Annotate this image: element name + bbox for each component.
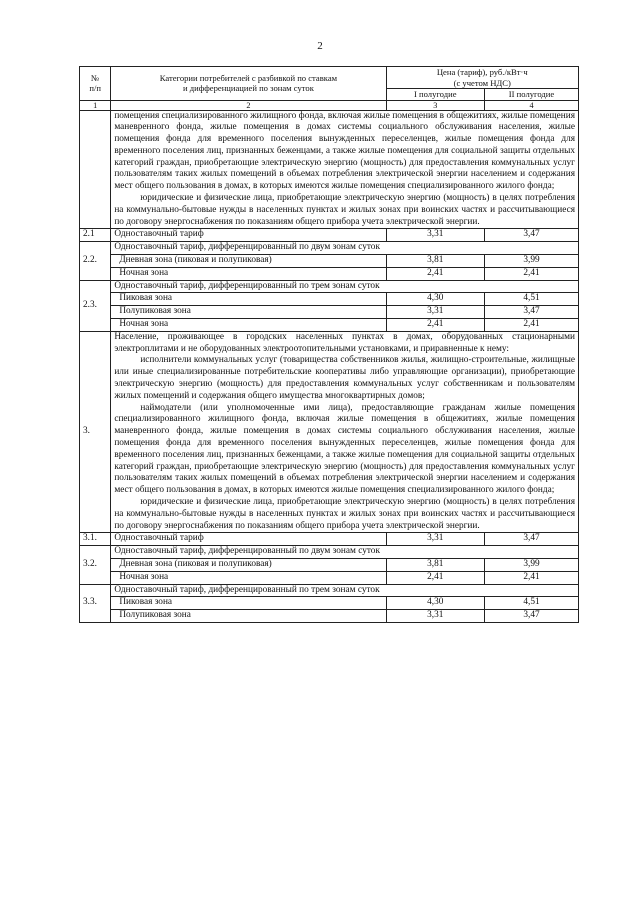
col-num: 4 bbox=[484, 100, 578, 110]
paragraph: помещения специализированного жилищного фонда, включая жилые помещения в общежитиях, жилые помещения маневренного фонда, жилые помещения в домах системы социального обслуживания населения, жилые помещения фонда для временного поселения вынужденных переселенцев, жилые помещения фонда для временного поселения лиц, признанных беженцами, а также жилые помещения для социальной защиты отдельных категорий граждан, приобретающие электрическую энергию (мощность) для предоставления коммунальных услуг пользователям таких жилых помещений в объемах потребления электрической энергии населением и содержания мест общего пользования в домах, в которых имеются жилые помещения специализированного жилого фонда; bbox=[114, 110, 575, 192]
row-number: 2.1 bbox=[80, 229, 111, 242]
subheading: Одноставочный тариф, дифференцированный по двум зонам суток bbox=[111, 242, 579, 255]
row-label: Ночная зона bbox=[111, 267, 386, 280]
price-half1: 2,41 bbox=[386, 267, 484, 280]
price-half1: 4,30 bbox=[386, 597, 484, 610]
row-number: 3.2. bbox=[80, 546, 111, 584]
price-half1: 3,31 bbox=[386, 306, 484, 319]
section3-text bbox=[111, 331, 579, 533]
price-half2: 2,41 bbox=[484, 267, 578, 280]
price-half2: 3,47 bbox=[484, 229, 578, 242]
paragraph: исполнители коммунальных услуг (товарищества собственников жилья, жилищно-строительные, жилищные или иные специализированные потребительские кооперативы либо управляющие организации), приобретающие электрическую энергию (мощность) для предоставления коммунальных услуг собственникам и пользователям жилых помещений и содержания общего имущества многоквартирных домов; bbox=[114, 355, 575, 401]
paragraph: Население, проживающее в городских населенных пунктах в домах, оборудованных стационарными электроплитами и не оборудованных электроотопительными установками, и приравненные к нему: bbox=[114, 331, 575, 354]
paragraph: юридические и физические лица, приобретающие электрическую энергию (мощность) в целях потребления на коммунально-бытовые нужды в населенных пунктах и жилых зонах при воинских частях и рассчитывающиеся по договору энергоснабжения по показаниям общего прибора учета электрической энергии. bbox=[114, 193, 575, 227]
price-half1: 3,31 bbox=[386, 610, 484, 623]
subheading: Одноставочный тариф, дифференцированный по двум зонам суток bbox=[111, 546, 579, 559]
col-num: 1 bbox=[80, 100, 111, 110]
row-number: 3.3. bbox=[80, 584, 111, 622]
row-label: Полупиковая зона bbox=[111, 610, 386, 623]
price-half2: 3,47 bbox=[484, 610, 578, 623]
price-half1: 3,31 bbox=[386, 229, 484, 242]
price-half1: 2,41 bbox=[386, 319, 484, 332]
price-half2: 3,47 bbox=[484, 306, 578, 319]
row-number: 3.1. bbox=[80, 533, 111, 546]
header-half1: I полугодие bbox=[386, 89, 484, 101]
row-label: Пиковая зона bbox=[111, 293, 386, 306]
col-num: 2 bbox=[111, 100, 386, 110]
row-label: Полупиковая зона bbox=[111, 306, 386, 319]
section2-continued-no bbox=[80, 110, 111, 229]
row-label: Ночная зона bbox=[111, 319, 386, 332]
row-label: Дневная зона (пиковая и полупиковая) bbox=[111, 255, 386, 268]
section2-continued-text bbox=[111, 110, 579, 229]
row-label: Ночная зона bbox=[111, 571, 386, 584]
row-label: Одноставочный тариф bbox=[111, 533, 386, 546]
price-half2: 4,51 bbox=[484, 293, 578, 306]
price-half1: 4,30 bbox=[386, 293, 484, 306]
price-half1: 3,81 bbox=[386, 255, 484, 268]
row-label: Одноставочный тариф bbox=[111, 229, 386, 242]
page-number: 2 bbox=[317, 40, 323, 52]
subheading: Одноставочный тариф, дифференцированный по трем зонам суток bbox=[111, 280, 579, 293]
price-half1: 3,81 bbox=[386, 558, 484, 571]
price-half2: 2,41 bbox=[484, 319, 578, 332]
row-number: 2.3. bbox=[80, 280, 111, 331]
tariff-table bbox=[79, 66, 579, 623]
subheading: Одноставочный тариф, дифференцированный по трем зонам суток bbox=[111, 584, 579, 597]
price-half1: 2,41 bbox=[386, 571, 484, 584]
row-label: Дневная зона (пиковая и полупиковая) bbox=[111, 558, 386, 571]
col-num: 3 bbox=[386, 100, 484, 110]
row-number: 3. bbox=[80, 331, 111, 533]
header-category: Категории потребителей с разбивкой по ставкам и дифференциацией по зонам суток bbox=[111, 67, 386, 101]
price-half2: 3,99 bbox=[484, 255, 578, 268]
price-half2: 2,41 bbox=[484, 571, 578, 584]
row-label: Пиковая зона bbox=[111, 597, 386, 610]
paragraph: юридические и физические лица, приобретающие электрическую энергию (мощность) в целях потребления на коммунально-бытовые нужды в населенных пунктах и жилых зонах при воинских частях и рассчитывающиеся по договору энергоснабжения по показаниям общего прибора учета электрической энергии. bbox=[114, 497, 575, 531]
paragraph: наймодатели (или уполномоченные ими лица), предоставляющие гражданам жилые помещения специализированного жилищного фонда, включая жилые помещения в общежитиях, жилые помещения маневренного фонда, жилые помещения в домах системы социального обслуживания населения, жилые помещения фонда для временного поселения вынужденных переселенцев, жилые помещения фонда для временного поселения лиц, признанных беженцами, а также жилые помещения для социальной защиты отдельных категорий граждан, приобретающие электрическую энергию (мощность) для предоставления коммунальных услуг пользователям таких жилых помещений в объемах потребления электрической энергии населением и содержания мест общего пользования в домах, в которых имеются жилые помещения специализированного жилого фонда; bbox=[114, 402, 575, 496]
header-price: Цена (тариф), руб./кВт·ч (с учетом НДС) bbox=[386, 67, 578, 89]
price-half2: 3,99 bbox=[484, 558, 578, 571]
row-number: 2.2. bbox=[80, 242, 111, 280]
price-half2: 4,51 bbox=[484, 597, 578, 610]
price-half1: 3,31 bbox=[386, 533, 484, 546]
header-half2: II полугодие bbox=[484, 89, 578, 101]
header-no: № п/п bbox=[80, 67, 111, 101]
price-half2: 3,47 bbox=[484, 533, 578, 546]
